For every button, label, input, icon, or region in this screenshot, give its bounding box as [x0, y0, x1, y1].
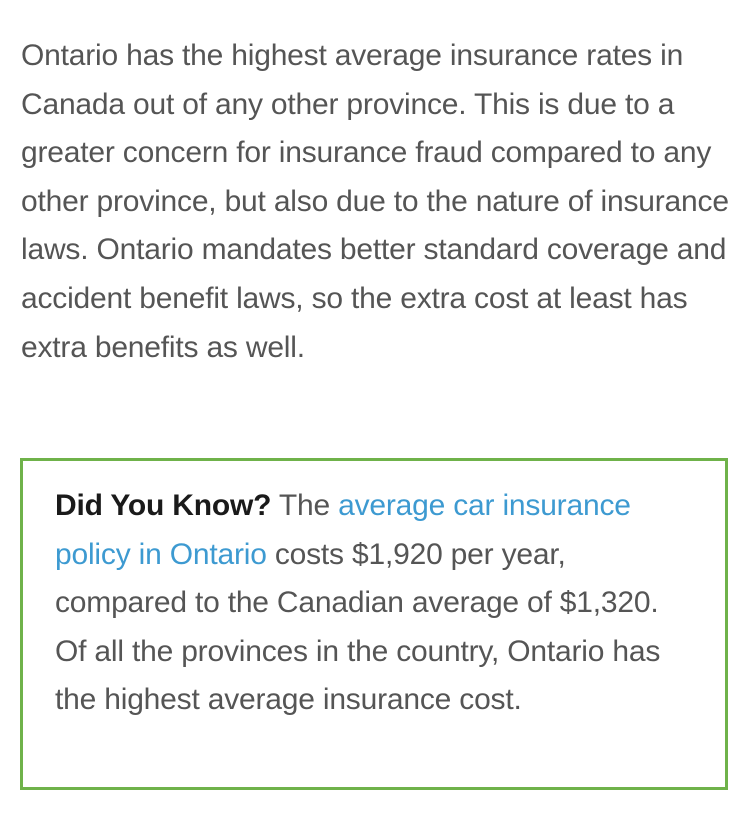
callout-text-after-link: costs $1,920 per year, compared to the Canadian average of $1,320. Of all the provinces in the country, Ontario has the highest average insurance cost. [55, 537, 661, 717]
callout-text-before-link: The [271, 489, 339, 522]
average-insurance-ontario-link[interactable]: average car insurance policy in Ontario [55, 489, 631, 571]
did-you-know-callout [20, 458, 728, 790]
article-paragraph: Ontario has the highest average insurance rates in Canada out of any other province. This is due to a greater concern for insurance fraud compared to any other province, but also due to the nature of insurance laws. Ontario mandates better standard coverage and accident benefit laws, so the extra cost at least has extra benefits as well. [21, 39, 729, 364]
callout-text [55, 482, 697, 725]
callout-heading: Did You Know? [55, 489, 272, 522]
